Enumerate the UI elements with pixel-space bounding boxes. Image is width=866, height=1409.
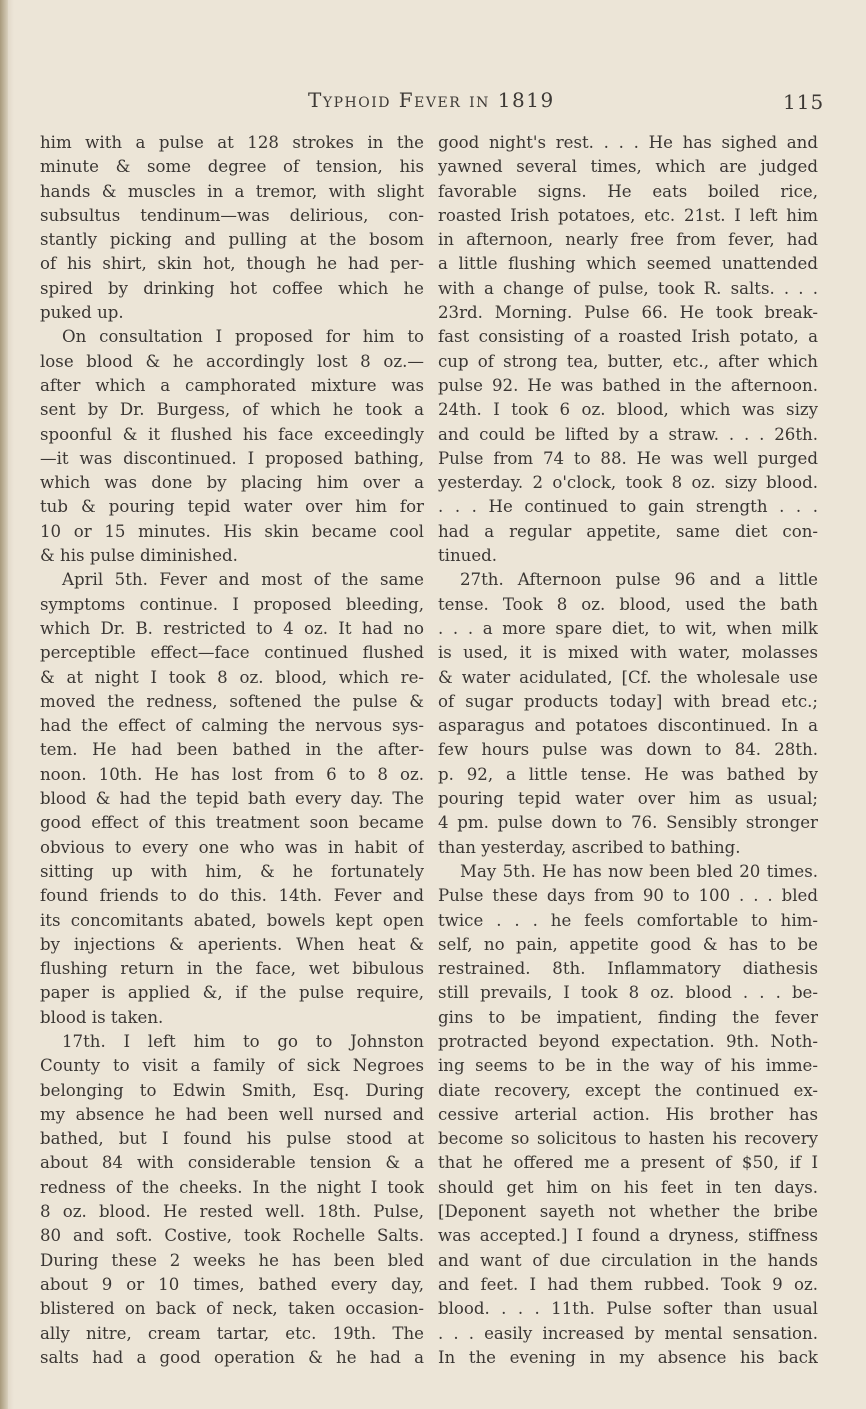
- right-column-line: cessive arterial action. His brother has: [438, 1104, 818, 1124]
- left-column-line: had the effect of calming the nervous sys-: [40, 716, 424, 736]
- left-column-line: redness of the cheeks. In the night I took: [40, 1177, 424, 1197]
- left-column-line: sitting up with him, & he fortunately: [40, 861, 424, 881]
- right-column-line: yawned several times, which are judged: [438, 157, 818, 177]
- left-column-line: symptoms continue. I proposed bleeding,: [40, 594, 424, 614]
- left-column-line: after which a camphorated mixture was: [40, 375, 424, 395]
- right-column-line: 4 pm. pulse down to 76. Sensibly stronger: [438, 813, 818, 833]
- right-column-line: should get him on his feet in ten days.: [438, 1177, 818, 1197]
- left-column-line: minute & some degree of tension, his: [40, 157, 424, 177]
- left-column-line: & his pulse diminished.: [40, 546, 238, 566]
- right-column-line: In the evening in my absence his back: [438, 1347, 818, 1367]
- right-column-line: become so solicitous to hasten his recovery: [438, 1129, 818, 1149]
- right-column-line: a little flushing which seemed unattended: [438, 254, 818, 274]
- left-column-line: 10 or 15 minutes. His skin became cool: [40, 521, 424, 541]
- left-column-line: him with a pulse at 128 strokes in the: [40, 133, 424, 152]
- right-column-line: tense. Took 8 oz. blood, used the bath: [438, 594, 818, 614]
- right-column: [438, 131, 818, 1370]
- right-column-line: diate recovery, except the continued ex-: [438, 1080, 818, 1100]
- right-column-line: . . . He continued to gain strength . . .: [438, 497, 818, 517]
- right-column-line: . . . a more spare diet, to wit, when milk: [438, 618, 818, 638]
- page-number: 115: [783, 90, 825, 114]
- left-column-line: tub & pouring tepid water over him for: [40, 497, 424, 517]
- right-column-line: 23rd. Morning. Pulse 66. He took break-: [438, 303, 818, 323]
- left-column-line: which was done by placing him over a: [40, 473, 424, 493]
- right-column-line: is used, it is mixed with water, molasses: [438, 643, 818, 663]
- right-column-line: and feet. I had them rubbed. Took 9 oz.: [438, 1274, 818, 1294]
- right-column-line: gins to be impatient, finding the fever: [438, 1007, 818, 1027]
- left-column-line: ally nitre, cream tartar, etc. 19th. The: [40, 1323, 424, 1343]
- left-column-line: April 5th. Fever and most of the same: [62, 570, 424, 590]
- left-column-line: stantly picking and pulling at the bosom: [40, 230, 424, 250]
- right-column-line: restrained. 8th. Inflammatory diathesis: [438, 959, 818, 979]
- right-column-line: few hours pulse was down to 84. 28th.: [438, 740, 818, 760]
- right-column-line: than yesterday, ascribed to bathing.: [438, 837, 741, 857]
- left-column-line: During these 2 weeks he has been bled: [40, 1250, 424, 1270]
- right-column-line: pouring tepid water over him as usual;: [438, 789, 818, 809]
- right-column-line: self, no pain, appetite good & has to be: [438, 934, 818, 954]
- right-column-line: had a regular appetite, same diet con-: [438, 521, 818, 541]
- right-column-line: and could be lifted by a straw. . . . 26th.: [438, 424, 818, 444]
- right-column-line: was accepted.] I found a dryness, stiffness: [438, 1226, 818, 1246]
- left-column-line: paper is applied &, if the pulse require,: [40, 983, 424, 1003]
- left-column-line: spoonful & it flushed his face exceedingly: [40, 424, 424, 444]
- left-column-line: noon. 10th. He has lost from 6 to 8 oz.: [40, 764, 424, 784]
- right-column-line: May 5th. He has now been bled 20 times.: [460, 861, 818, 881]
- left-column-line: sent by Dr. Burgess, of which he took a: [40, 400, 424, 420]
- left-column-line: subsultus tendinum—was delirious, con-: [40, 205, 424, 225]
- left-column-line: 17th. I left him to go to Johnston: [62, 1031, 424, 1051]
- right-column-line: blood. . . . 11th. Pulse softer than usual: [438, 1299, 818, 1319]
- page-spine-shadow: [0, 0, 8, 1409]
- left-column-line: obvious to every one who was in habit of: [40, 837, 424, 857]
- left-column-line: of his shirt, skin hot, though he had per-: [40, 254, 424, 274]
- right-column-line: pulse 92. He was bathed in the afternoon.: [438, 375, 818, 395]
- right-column-line: Pulse these days from 90 to 100 . . . bled: [438, 886, 818, 906]
- left-column-line: belonging to Edwin Smith, Esq. During: [40, 1080, 424, 1100]
- left-column-line: perceptible effect—face continued flushed: [40, 643, 424, 663]
- right-column-line: fast consisting of a roasted Irish potato, a: [438, 327, 818, 347]
- right-column-line: that he offered me a present of $50, if I: [438, 1153, 818, 1173]
- left-column-line: its concomitants abated, bowels kept open: [40, 910, 424, 930]
- left-column-line: blistered on back of neck, taken occasion-: [40, 1299, 424, 1319]
- running-title: Typhoid Fever in 1819: [308, 88, 555, 112]
- right-column-line: asparagus and potatoes discontinued. In a: [438, 716, 818, 736]
- left-column-line: found friends to do this. 14th. Fever and: [40, 886, 424, 906]
- left-column-line: lose blood & he accordingly lost 8 oz.—: [40, 351, 424, 371]
- left-column-line: —it was discontinued. I proposed bathing,: [40, 448, 424, 468]
- left-column-line: 8 oz. blood. He rested well. 18th. Pulse,: [40, 1202, 424, 1222]
- right-column-line: & water acidulated, [Cf. the wholesale use: [438, 667, 818, 687]
- right-column-line: protracted beyond expectation. 9th. Noth-: [438, 1031, 818, 1051]
- right-column-line: good night's rest. . . . He has sighed and: [438, 133, 818, 152]
- right-column-line: cup of strong tea, butter, etc., after which: [438, 351, 818, 371]
- left-column-line: good effect of this treatment soon became: [40, 813, 424, 833]
- left-column: [40, 131, 424, 1370]
- left-column-line: blood & had the tepid bath every day. The: [40, 789, 424, 809]
- right-column-line: yesterday. 2 o'clock, took 8 oz. sizy blood.: [438, 473, 818, 493]
- right-column-line: 24th. I took 6 oz. blood, which was sizy: [438, 400, 818, 420]
- left-column-line: County to visit a family of sick Negroes: [40, 1056, 424, 1076]
- right-column-line: of sugar products today] with bread etc.;: [438, 691, 818, 711]
- right-column-line: twice . . . he feels comfortable to him-: [438, 910, 818, 930]
- right-column-line: with a change of pulse, took R. salts. . . .: [438, 278, 818, 298]
- right-column-line: favorable signs. He eats boiled rice,: [438, 181, 818, 201]
- right-column-line: still prevails, I took 8 oz. blood . . . be-: [438, 983, 818, 1003]
- left-column-line: bathed, but I found his pulse stood at: [40, 1129, 424, 1149]
- left-column-line: spired by drinking hot coffee which he: [40, 278, 424, 298]
- right-column-line: tinued.: [438, 546, 498, 566]
- left-column-line: which Dr. B. restricted to 4 oz. It had no: [40, 618, 424, 638]
- left-column-line: about 84 with considerable tension & a: [40, 1153, 424, 1173]
- left-column-line: puked up.: [40, 303, 124, 323]
- right-column-line: Pulse from 74 to 88. He was well purged: [438, 448, 818, 468]
- left-column-line: moved the redness, softened the pulse &: [40, 691, 424, 711]
- right-column-line: . . . easily increased by mental sensation.: [438, 1323, 818, 1343]
- running-head: [0, 88, 866, 118]
- right-column-line: roasted Irish potatoes, etc. 21st. I left him: [438, 205, 818, 225]
- left-column-line: tem. He had been bathed in the after-: [40, 740, 424, 760]
- left-column-line: hands & muscles in a tremor, with slight: [40, 181, 424, 201]
- right-column-line: ing seems to be in the way of his imme-: [438, 1056, 818, 1076]
- left-column-line: On consultation I proposed for him to: [62, 327, 424, 347]
- right-column-line: in afternoon, nearly free from fever, had: [438, 230, 818, 250]
- right-column-line: 27th. Afternoon pulse 96 and a little: [460, 570, 818, 590]
- right-column-line: and want of due circulation in the hands: [438, 1250, 818, 1270]
- right-column-line: [Deponent sayeth not whether the bribe: [438, 1202, 818, 1222]
- left-column-line: by injections & aperients. When heat &: [40, 934, 424, 954]
- left-column-line: & at night I took 8 oz. blood, which re-: [40, 667, 424, 687]
- left-column-line: about 9 or 10 times, bathed every day,: [40, 1274, 424, 1294]
- left-column-line: blood is taken.: [40, 1007, 164, 1027]
- left-column-line: 80 and soft. Costive, took Rochelle Salts.: [40, 1226, 424, 1246]
- left-column-line: my absence he had been well nursed and: [40, 1104, 424, 1124]
- left-column-line: salts had a good operation & he had a: [40, 1347, 424, 1367]
- left-column-line: flushing return in the face, wet bibulous: [40, 959, 424, 979]
- right-column-line: p. 92, a little tense. He was bathed by: [438, 764, 818, 784]
